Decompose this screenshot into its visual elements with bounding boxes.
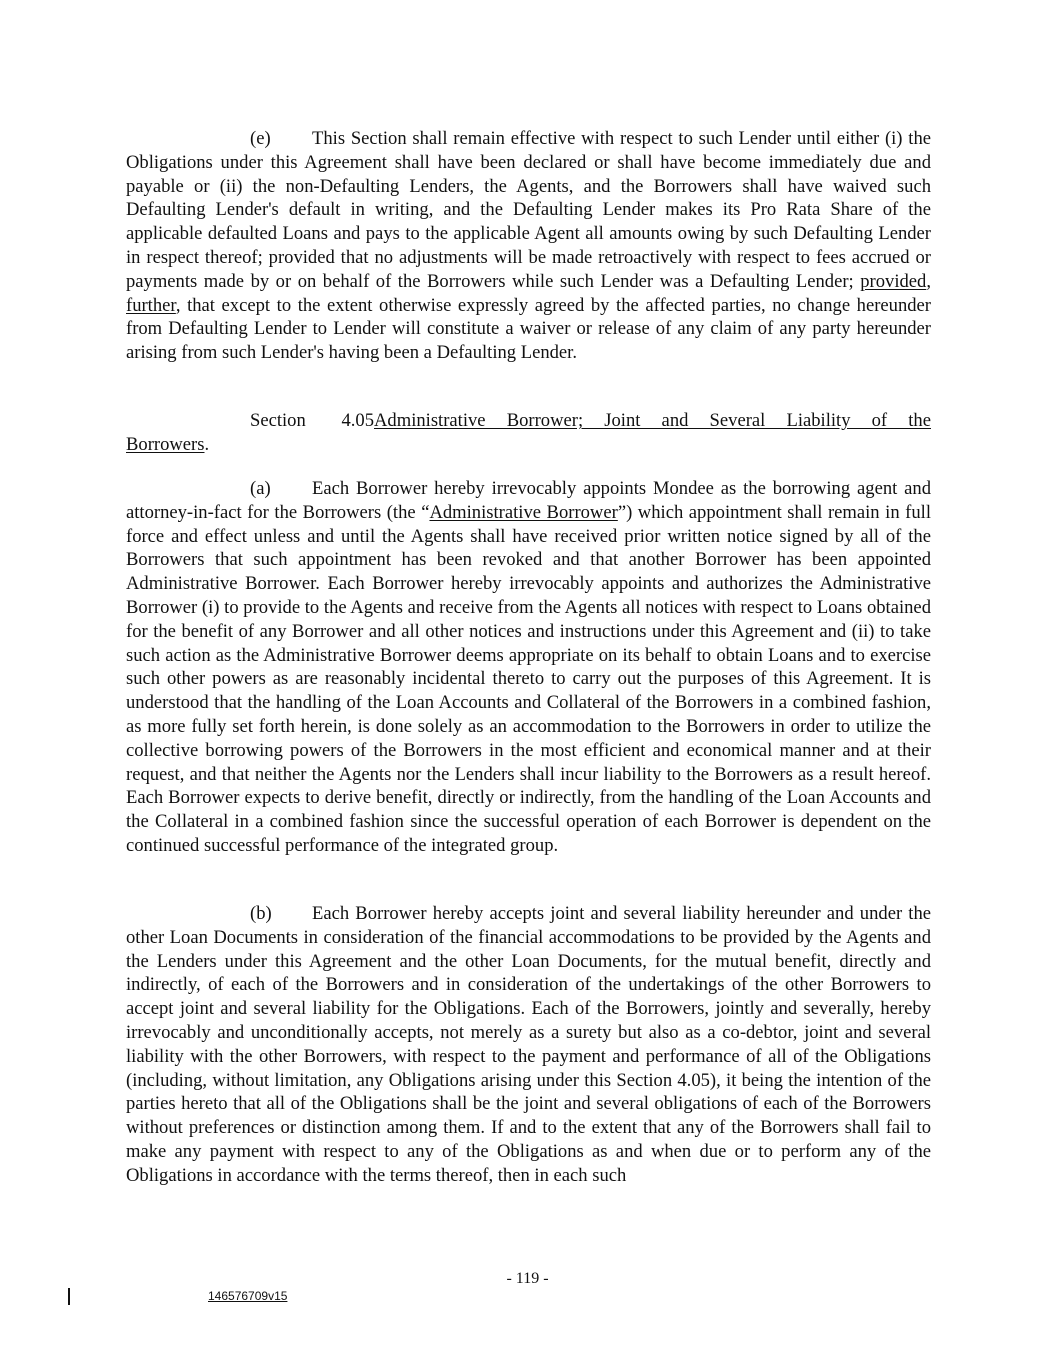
paragraph-label: (a)	[250, 478, 271, 499]
section-number: Section 4.05	[250, 410, 374, 431]
paragraph-label: (b)	[250, 903, 272, 924]
page-number: - 119 -	[506, 1270, 549, 1287]
defined-term: Administrative Borrower	[429, 501, 618, 523]
document-id: 146576709v15	[208, 1289, 288, 1303]
paragraph-text: Each Borrower hereby accepts joint and several liability hereunder and under the other Loan Documents in consideration of the financial accommodations to be provided by the Agents and the Lenders under this Agreement and the other Loan Documents, for the mutual benefit, directly and indirectly, of each of the Borrowers and in consideration of the undertakings of the other Borrowers to accept joint and several liability for the Obligations. Each of the Borrowers, jointly and severally, hereby irrevocably and unconditionally accepts, not merely as a surety but also as a co-debtor, joint and several liability with the other Borrowers, with respect to the payment and performance of all of the Obligations (including, without limitation, any Obligations arising under this Section 4.05), it being the intention of the parties hereto that all of the Obligations shall be the joint and several obligations of each of the Borrowers without preferences or distinction among them. If and to the extent that any of the Borrowers shall fail to make any payment with respect to any of the Obligations as and when due or to perform any of the Obligations in accordance with the terms thereof, then in each such	[126, 903, 931, 1186]
section-title-continued: Borrowers	[126, 433, 205, 455]
further-term: further	[126, 294, 176, 316]
section-title: Administrative Borrower; Joint and Several Liability of the	[374, 410, 931, 431]
paragraph-label: (e)	[250, 128, 271, 149]
paragraph-a	[126, 477, 931, 858]
paragraph-text: Each Borrower hereby irrevocably appoints Mondee as the borrowing agent and attorney-in-fact for the Borrowers (the “	[126, 478, 931, 523]
section-heading: Section 4.05Administrative Borrower; Joint and Several Liability of the Borrowers.	[126, 410, 931, 455]
paragraph-b	[126, 902, 931, 1188]
paragraph-text-tail: ”) which appointment shall remain in full force and effect unless and until the Agents shall have received prior written notice signed by all of the Borrowers that such appointment has been revoked and that another Borrower has been appointed Administrative Borrower. Each Borrower hereby irrevocably appoints and authorizes the Administrative Borrower (i) to provide to the Agents and receive from the Agents all notices with respect to Loans obtained for the benefit of any Borrower and all other notices and instructions under this Agreement and (ii) to take such action as the Administrative Borrower deems appropriate on its behalf to obtain Loans and to exercise such other powers as are reasonably incidental thereto to carry out the purposes of this Agreement. It is understood that the handling of the Loan Accounts and Collateral of the Borrowers in a combined fashion, as more fully set forth herein, is done solely as an accommodation to the Borrowers in order to utilize the collective borrowing powers of the Borrowers in the most efficient and economical manner and at their request, and that neither the Agents nor the Lenders shall incur liability to the Borrowers as a result hereof. Each Borrower expects to derive benefit, directly or indirectly, from the handling of the Loan Accounts and the Collateral in a combined fashion since the successful operation of each Borrower is dependent on the continued successful performance of the integrated group.	[126, 501, 931, 856]
provided-term: provided	[860, 270, 927, 292]
paragraph-e: (e) This Section shall remain effective with respect to such Lender until either (i) the Obligations under this Agreement shall have been declared or shall have become immediately due and payable or (ii) the non-Defaulting Lenders, the Agents, and the Borrowers shall have waived such Defaulting Lender's default in writing, and the Defaulting Lender makes its Pro Rata Share of the applicable defaulted Loans and pays to the applicable Agent all amounts owing by such Defaulting Lender in respect thereof; provided that no adjustments will be made retroactively with respect to fees accrued or payments made by or on behalf of the Borrowers while such Lender was a Defaulting Lender; provided, further, that except to the extent otherwise expressly agreed by the affected parties, no change hereunder from Defaulting Lender to Lender will constitute a waiver or release of any claim of any party hereunder arising from such Lender's having been a Defaulting Lender.	[126, 128, 931, 364]
change-bar	[68, 1288, 70, 1305]
paragraph-text-tail: , that except to the extent otherwise expressly agreed by the affected parties, no change hereunder from Defaulting Lender to Lender will constitute a waiver or release of any claim of any party hereunder arising from such Lender's having been a Defaulting Lender.	[126, 294, 931, 364]
paragraph-text: This Section shall remain effective with respect to such Lender until either (i) the Obligations under this Agreement shall have been declared or shall have become immediately due and payable or (ii) the non-Defaulting Lenders, the Agents, and the Borrowers shall have waived such Defaulting Lender's default in writing, and the Defaulting Lender makes its Pro Rata Share of the applicable defaulted Loans and pays to the applicable Agent all amounts owing by such Defaulting Lender in respect thereof; provided that no adjustments will be made retroactively with respect to fees accrued or payments made by or on behalf of the Borrowers while such Lender was a Defaulting Lender;	[126, 128, 931, 292]
